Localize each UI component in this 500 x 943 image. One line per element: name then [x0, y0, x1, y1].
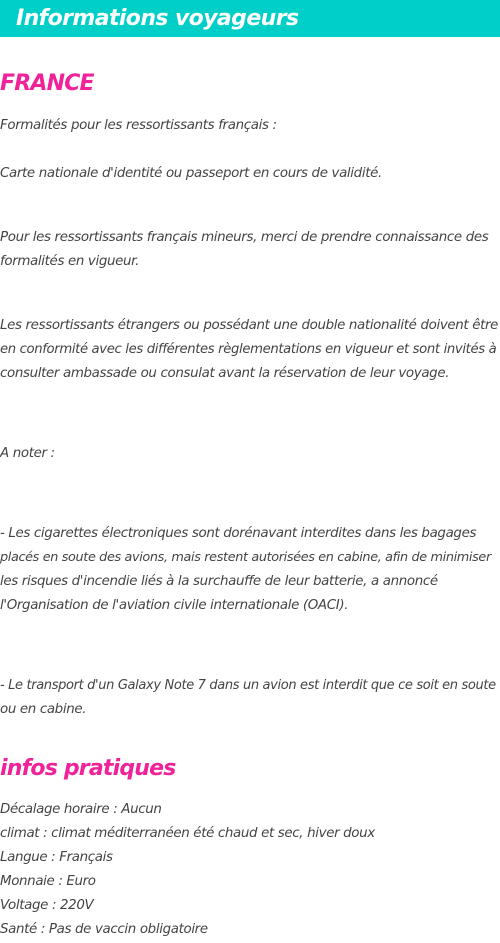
info-item-language: Langue : Français: [0, 850, 113, 865]
foreigners-line: Les ressortissants étrangers ou possédant une double nationalité doivent être: [0, 318, 499, 333]
info-item-voltage: Voltage : 220V: [0, 898, 94, 913]
section-title-france: FRANCE: [0, 71, 94, 96]
minors-line: formalités en vigueur.: [0, 254, 139, 269]
page-title: Informations voyageurs: [16, 6, 299, 31]
galaxy-line: - Le transport d'un Galaxy Note 7 dans un avion est interdit que ce soit en soute: [0, 678, 496, 693]
minors-line: Pour les ressortissants français mineurs, merci de prendre connaissance des: [0, 230, 489, 245]
cigarettes-line: l'Organisation de l'aviation civile internationale (OACI).: [0, 598, 349, 613]
formalities-label: Formalités pour les ressortissants français :: [0, 118, 277, 133]
info-item-health: Santé : Pas de vaccin obligatoire: [0, 922, 208, 937]
galaxy-line: ou en cabine.: [0, 702, 87, 717]
header-bar: [0, 0, 500, 37]
cigarettes-line: les risques d'incendie liés à la surchauffe de leur batterie, a annoncé: [0, 574, 438, 589]
section-title-infos-pratiques: infos pratiques: [0, 756, 176, 781]
cigarettes-line: placés en soute des avions, mais restent autorisées en cabine, afin de minimiser: [0, 550, 491, 565]
info-item-time-difference: Décalage horaire : Aucun: [0, 802, 162, 817]
info-item-climate: climat : climat méditerranéen été chaud et sec, hiver doux: [0, 826, 375, 841]
note-label: A noter :: [0, 446, 55, 461]
foreigners-line: consulter ambassade ou consulat avant la réservation de leur voyage.: [0, 366, 450, 381]
cigarettes-line: - Les cigarettes électroniques sont dorénavant interdites dans les bagages: [0, 526, 477, 541]
foreigners-line: en conformité avec les différentes règlementations en vigueur et sont invités à: [0, 342, 497, 357]
id-requirement-text: Carte nationale d'identité ou passeport en cours de validité.: [0, 166, 382, 181]
info-item-currency: Monnaie : Euro: [0, 874, 96, 889]
